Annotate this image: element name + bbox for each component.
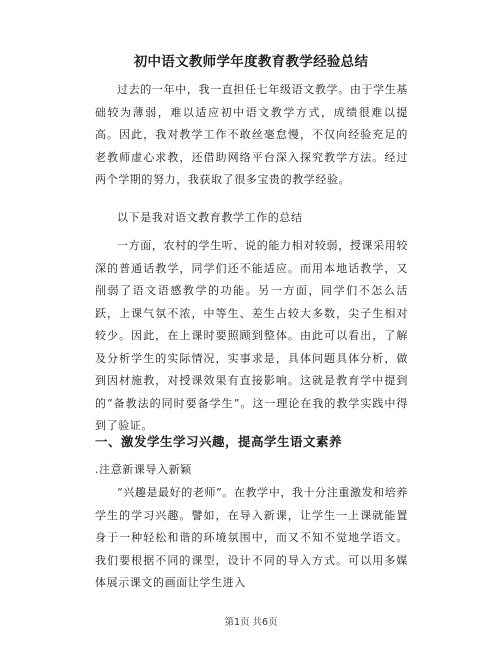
- document-title: 初中语文教师学年度教育教学经验总结: [133, 54, 369, 70]
- paragraph-analysis: 一方面，农村的学生听、说的能力相对较弱，授课采用较深的普通话教学，同学们还不能适应。而用本地话教学，又削弱了语文语感教学的功能。另一方面，同学们不怎么活跃，上课气氛不浓，中等生、差生占较大多数，尖子生相对较少。因此，在上课时要照顾到整体。由此可以看出，了解及分析学生的实际情况，实事求是，具体问题具体分析，做到因材施教，对授课效果有直接影响。这就是教育学中提到的“备教法的同时要备学生”。这一理论在我的教学实践中得到了验证。: [95, 239, 408, 432]
- page-number-footer: 第1页 共6页: [224, 617, 278, 628]
- paragraph-summary-lead: 以下是我对语文教育教学工作的总结: [117, 211, 303, 224]
- sub-heading: .注意新课导入新颖: [95, 463, 192, 476]
- paragraph-interest: “兴趣是最好的老师”。在教学中，我十分注重激发和培养学生的学习兴趣。譬如，在导入新课，让学生一上课就能置身于一种轻松和谐的环境氛围中，而又不知不觉地学语文。我们要根据不同的课型，设计不同的导入方式。可以用多媒体展示课文的画面让学生进入: [95, 486, 408, 589]
- section-heading: 一、激发学生学习兴趣，提高学生语文素养: [95, 434, 343, 449]
- paragraph-intro: 过去的一年中，我一直担任七年级语文教学。由于学生基础较为薄弱，难以适应初中语文教学方式，成绩很难以提高。因此，我对教学工作不敢丝毫怠慢，不仅向经验充足的老教师虚心求教，还借助网络平台深入探究教学方法。经过两个学期的努力，我获取了很多宝贵的教学经验。: [95, 83, 408, 186]
